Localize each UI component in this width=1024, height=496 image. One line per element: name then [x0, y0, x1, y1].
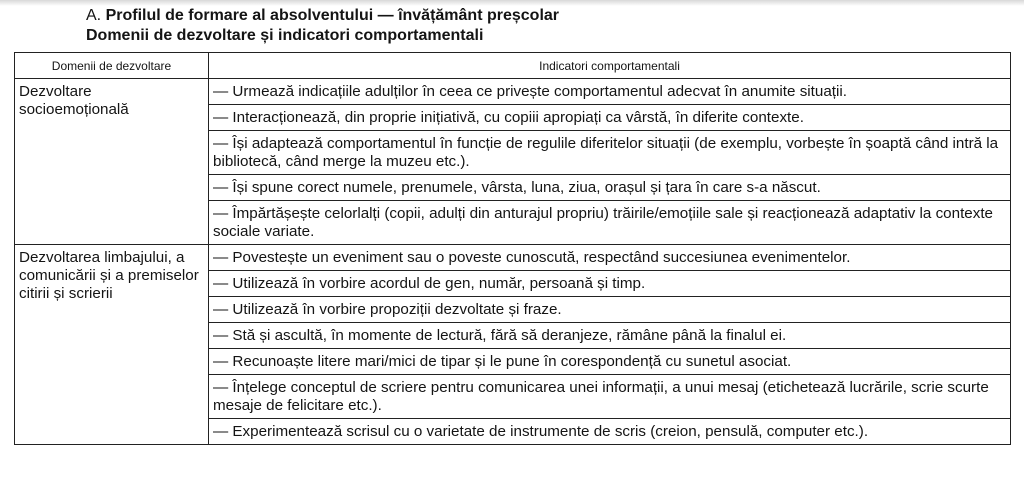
- domain-cell-language: Dezvoltarea limbajului, a comunicării și a premiselor citirii și scrierii: [15, 245, 209, 445]
- heading-title: Profilul de formare al absolventului — învățământ preșcolar: [105, 7, 560, 24]
- page-heading: [86, 6, 559, 46]
- indicator-cell: — Împărtășește celorlalți (copii, adulți din anturajul propriu) trăirile/emoțiile sale și reacționează adaptativ la contexte sociale variate.: [209, 201, 1011, 245]
- indicator-cell: — Utilizează în vorbire acordul de gen, număr, persoană și timp.: [209, 271, 1011, 297]
- indicator-cell: — Utilizează în vorbire propoziții dezvoltate și fraze.: [209, 297, 1011, 323]
- table-row: [15, 79, 1011, 105]
- table-header-row: [15, 53, 1011, 79]
- indicator-cell: — Recunoaște litere mari/mici de tipar și le pune în corespondență cu sunetul asociat.: [209, 349, 1011, 375]
- indicator-cell: — Își adaptează comportamentul în funcție de regulile diferitelor situații (de exemplu, vorbește în șoaptă când intră la bibliotecă, când merge la muzeu etc.).: [209, 131, 1011, 175]
- indicator-cell: — Experimentează scrisul cu o varietate de instrumente de scris (creion, pensulă, computer etc.).: [209, 419, 1011, 445]
- indicator-cell: — Își spune corect numele, prenumele, vârsta, luna, ziua, orașul și țara în care s-a născut.: [209, 175, 1011, 201]
- header-indicators: Indicatori comportamentali: [209, 53, 1011, 79]
- indicator-cell: — Interacționează, din proprie inițiativă, cu copiii apropiați ca vârstă, în diferite contexte.: [209, 105, 1011, 131]
- heading-line-1: [86, 6, 559, 26]
- indicator-cell: — Urmează indicațiile adulților în ceea ce privește comportamentul adecvat în anumite situații.: [209, 79, 1011, 105]
- domain-cell-socioemotional: Dezvoltare socioemoțională: [15, 79, 209, 245]
- indicators-table: [14, 52, 1011, 445]
- heading-subtitle: Domenii de dezvoltare și indicatori comportamentali: [86, 27, 484, 44]
- table-row: [15, 245, 1011, 271]
- indicator-cell: — Povestește un eveniment sau o poveste cunoscută, respectând succesiunea evenimentelor.: [209, 245, 1011, 271]
- indicator-cell: — Stă și ascultă, în momente de lectură, fără să deranjeze, rămâne până la finalul ei.: [209, 323, 1011, 349]
- header-domains: Domenii de dezvoltare: [15, 53, 209, 79]
- indicator-cell: — Înțelege conceptul de scriere pentru comunicarea unei informații, a unui mesaj (etichetează lucrările, scrie scurte mesaje de felicitare etc.).: [209, 375, 1011, 419]
- heading-prefix: A.: [86, 7, 106, 24]
